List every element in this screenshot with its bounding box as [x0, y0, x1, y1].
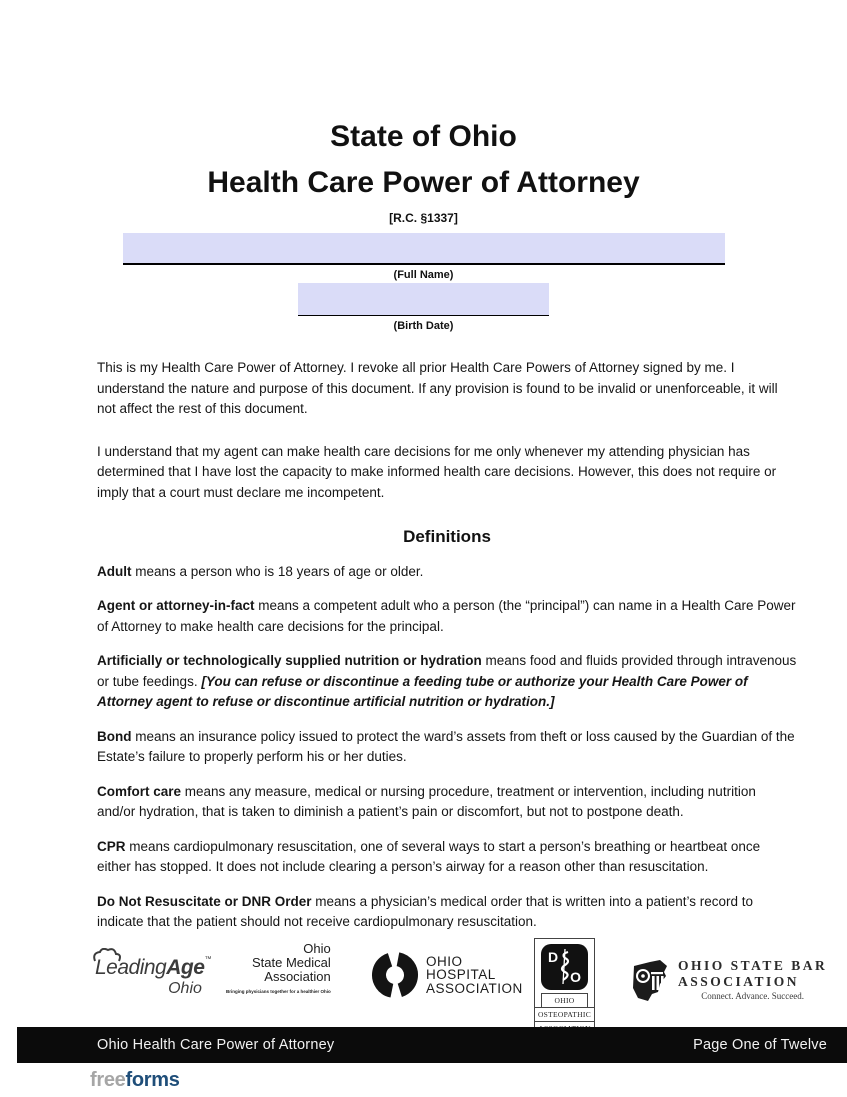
fields-section — [0, 233, 847, 332]
leadingage-name-regular: Leading — [95, 956, 167, 979]
ohio-state-medical-association-logo — [226, 942, 336, 999]
definition-term: Agent or attorney-in-fact — [97, 598, 255, 613]
footer-document-title: Ohio Health Care Power of Attorney — [97, 1037, 335, 1053]
definition-text: means a competent adult who a person (the “principal”) can name in a Health Care Power of Attorney to make health care decisions for the principal. — [97, 598, 796, 634]
definition-dnr — [97, 892, 797, 933]
ooa-letter-d: D — [548, 949, 559, 965]
brand-forms: forms — [125, 1069, 180, 1091]
freeforms-logo — [90, 1069, 180, 1092]
full-name-label: (Full Name) — [393, 269, 454, 281]
osteopathic-do-badge-icon — [541, 944, 588, 990]
page-title-line1: State of Ohio — [330, 120, 517, 153]
definition-term: Comfort care — [97, 783, 182, 799]
leadingage-wordmark — [95, 956, 235, 980]
ooa-letter-o: O — [570, 969, 581, 985]
definition-term: Artificially or technologically supplied nutrition or hydration — [97, 653, 482, 668]
definition-text: means cardiopulmonary resuscitation, one of several ways to start a person’s breathing or heartbeat once either has stopped. It does not include clearing a person’s airway for a reason other than resuscitation. — [97, 838, 761, 874]
oha-line3: ASSOCIATION — [426, 980, 523, 996]
definition-bond — [97, 727, 797, 768]
osba-wordmark — [678, 958, 827, 1001]
trademark-symbol: ™ — [204, 956, 211, 963]
osma-line3: Association — [264, 969, 331, 984]
definition-term: CPR — [97, 838, 126, 854]
osba-line1: OHIO STATE BAR — [678, 958, 828, 973]
definition-text: means food and fluids provided through intravenous or tube feedings. — [97, 653, 797, 689]
oha-line1: OHIO — [426, 953, 463, 969]
statute-reference: [R.C. §1337] — [389, 211, 458, 225]
page-title-line2: Health Care Power of Attorney — [207, 166, 640, 199]
definitions-heading: Definitions — [403, 527, 491, 546]
definition-adult — [97, 562, 797, 583]
leadingage-name-bold: Age — [166, 956, 205, 979]
oha-wordmark — [426, 955, 523, 996]
leadingage-region: Ohio — [168, 980, 202, 997]
oha-line2: HOSPITAL — [426, 967, 496, 983]
ohio-hospital-association-logo — [370, 950, 523, 1000]
birth-date-label: (Birth Date) — [393, 320, 454, 332]
caduceus-icon — [541, 944, 588, 990]
osma-wordmark — [226, 942, 331, 999]
osba-line2: ASSOCIATION — [678, 974, 800, 989]
osba-tagline: Connect. Advance. Succeed. — [701, 991, 804, 1001]
definition-artificial-nutrition — [97, 651, 797, 713]
definition-term: Adult — [97, 563, 132, 579]
cloud-icon — [92, 948, 122, 962]
definition-text: means any measure, medical or nursing procedure, treatment or intervention, including nutrition and/or hydration, that is taken to diminish a patient’s pain or discomfort, but not to postpone death. — [97, 783, 756, 819]
body-text — [97, 358, 797, 933]
title-block — [0, 0, 847, 225]
birth-date-input[interactable] — [298, 283, 549, 316]
ohio-state-bar-association-logo — [630, 958, 827, 1002]
definition-cpr — [97, 837, 797, 878]
osma-line1: Ohio — [303, 941, 331, 956]
footer-page-number: Page One of Twelve — [693, 1037, 827, 1053]
definition-term: Do Not Resuscitate or DNR Order — [97, 893, 312, 909]
leadingage-ohio-logo — [95, 956, 235, 998]
intro-paragraph-1: This is my Health Care Power of Attorney. I revoke all prior Health Care Powers of Attorney signed by me. I understand the nature and purpose of this document. If any provision is found to be invalid or unenforceable, it will not affect the rest of this document. — [97, 360, 778, 416]
osma-tagline: Bringing physicians together for a healthier Ohio — [226, 989, 331, 994]
definition-text: means an insurance policy issued to protect the ward’s assets from theft or loss caused by the Guardian of the Estate’s failure to properly perform his or her duties. — [97, 728, 795, 764]
ooa-line2: OSTEOPATHIC — [535, 1007, 594, 1021]
definition-note: [You can refuse or discontinue a feeding tube or authorize your Health Care Power of Attorney agent to refuse or discontinue artificial nutrition or hydration.] — [97, 673, 748, 709]
ohio-state-column-icon — [630, 958, 670, 1002]
full-name-input[interactable] — [123, 233, 725, 265]
definition-text: means a person who is 18 years of age or older. — [131, 563, 424, 579]
association-logo-strip — [0, 936, 847, 1020]
definition-term: Bond — [97, 728, 132, 744]
ohio-osteopathic-association-logo — [534, 938, 595, 1036]
ooa-line1: OHIO — [541, 993, 588, 1007]
oha-ring-icon — [370, 950, 420, 1000]
definition-text: means a physician’s medical order that is written into a patient’s record to indicate that the patient should not receive cardiopulmonary resuscitation. — [97, 893, 754, 929]
osma-line2: State Medical — [252, 955, 331, 970]
definition-agent — [97, 596, 797, 637]
intro-paragraph-2: I understand that my agent can make health care decisions for me only whenever my attending physician has determined that I have lost the capacity to make informed health care decisions. However, this does not require or imply that a court must declare me incompetent. — [97, 443, 777, 500]
brand-free: free — [90, 1069, 126, 1091]
definition-comfort-care — [97, 782, 797, 823]
footer-bar — [17, 1027, 847, 1063]
